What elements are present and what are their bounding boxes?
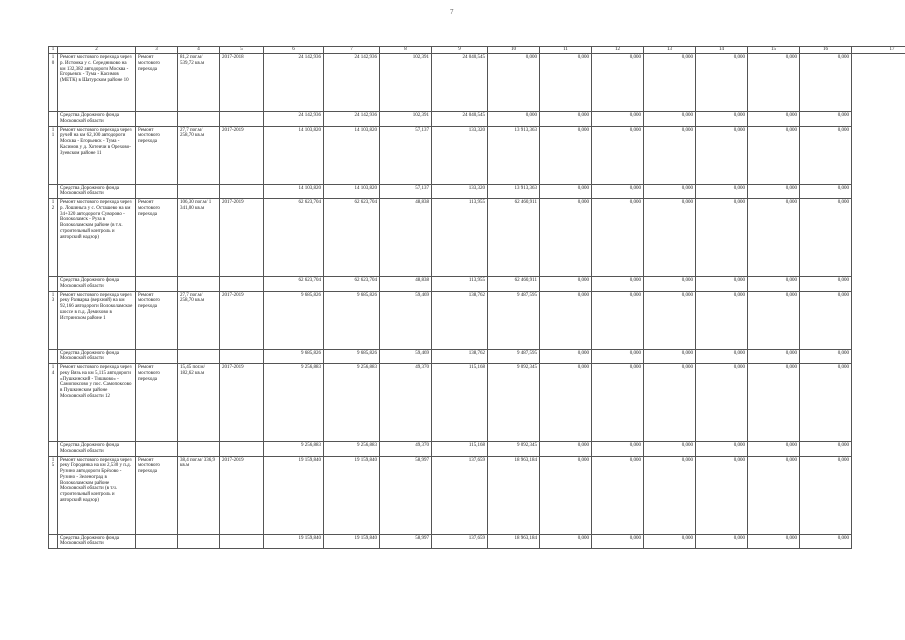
amount-cell: 0,000 [540, 199, 592, 277]
amount-cell: 0,000 [540, 534, 592, 549]
amount-cell: 0,000 [696, 54, 748, 112]
amount-cell: 138,762 [432, 291, 488, 349]
amount-cell: 0,000 [696, 442, 748, 457]
amount-cell: 62 623,704 [324, 277, 380, 292]
amount-cell: 57,137 [380, 184, 432, 199]
capacity: 15,45 пог.м/ 182,62 кв.м [178, 364, 220, 442]
empty-cell [220, 277, 264, 292]
column-number: 16 [800, 47, 852, 54]
column-number: 4 [178, 47, 220, 54]
amount-cell: 13 913,363 [488, 126, 540, 184]
capacity: 27,7 пог.м/ 258,70 кв.м [178, 291, 220, 349]
column-number: 13 [644, 47, 696, 54]
column-number: 7 [324, 47, 380, 54]
amount-cell: 0,000 [748, 349, 800, 364]
amount-cell: 0,000 [748, 126, 800, 184]
amount-cell: 133,320 [432, 126, 488, 184]
table-row [49, 456, 905, 534]
amount-cell: 0,000 [644, 456, 696, 534]
amount-cell: 14 103,820 [264, 184, 324, 199]
amount-cell: 0,000 [696, 126, 748, 184]
column-number: 3 [136, 47, 178, 54]
amount-cell: 62 460,911 [488, 277, 540, 292]
amount-cell: 0,000 [800, 349, 852, 364]
amount-cell: 9 685,826 [264, 349, 324, 364]
work-type: Ремонт мостового перехода [136, 291, 178, 349]
object-name: Ремонт мостового перехода через реку Вязь на км 5,115 автодороги «Пушкинский - Тишково» - Самопоксово у пос. Самопоксово в Пушкинском районе Московской области 12 [58, 364, 136, 442]
empty-cell [136, 534, 178, 549]
amount-cell: 0,000 [748, 534, 800, 549]
page-number: 7 [450, 8, 454, 16]
empty-cell [136, 442, 178, 457]
table-row [49, 199, 905, 277]
fund-label: Средства Дорожного фонда Московской области [58, 534, 136, 549]
amount-cell: 24 142,936 [324, 54, 380, 112]
amount-cell: 0,000 [488, 54, 540, 112]
amount-cell: 49,370 [380, 442, 432, 457]
amount-cell: 9 685,826 [324, 291, 380, 349]
amount-cell: 0,000 [540, 291, 592, 349]
table-row-fund [49, 184, 905, 199]
amount-cell: 0,000 [488, 112, 540, 127]
amount-cell: 0,000 [800, 364, 852, 442]
column-number: 8 [380, 47, 432, 54]
amount-cell: 138,762 [432, 349, 488, 364]
period: 2017-2019 [220, 364, 264, 442]
amount-cell: 0,000 [592, 184, 644, 199]
fund-label: Средства Дорожного фонда Московской области [58, 184, 136, 199]
amount-cell: 24 142,936 [264, 54, 324, 112]
empty-cell [49, 349, 58, 364]
amount-cell: 0,000 [592, 349, 644, 364]
capacity: 38,4 пог.м/ 336,9 кв.м [178, 456, 220, 534]
amount-cell: 58,997 [380, 534, 432, 549]
column-number: 5 [220, 47, 264, 54]
amount-cell: 0,000 [696, 349, 748, 364]
amount-cell: 0,000 [748, 112, 800, 127]
amount-cell: 102,391 [380, 54, 432, 112]
empty-cell [220, 184, 264, 199]
amount-cell: 0,000 [800, 199, 852, 277]
amount-cell: 0,000 [800, 442, 852, 457]
amount-cell: 9 685,826 [324, 349, 380, 364]
amount-cell: 14 103,820 [264, 126, 324, 184]
amount-cell: 115,168 [432, 364, 488, 442]
amount-cell: 0,000 [540, 112, 592, 127]
period: 2017-2019 [220, 291, 264, 349]
amount-cell: 0,000 [644, 112, 696, 127]
amount-cell: 19 159,840 [264, 534, 324, 549]
amount-cell: 0,000 [644, 349, 696, 364]
amount-cell: 0,000 [748, 364, 800, 442]
empty-cell [178, 112, 220, 127]
amount-cell: 0,000 [696, 199, 748, 277]
amount-cell: 0,000 [696, 112, 748, 127]
amount-cell: 0,000 [592, 277, 644, 292]
amount-cell: 9 256,883 [264, 442, 324, 457]
object-name: Ремонт мостового перехода через р. Истомка у с. Середниково на км 132,382 автодороги Москва - Егорьевск - Тума - Касимов (МЕТК) в Шатурском районе 10 [58, 54, 136, 112]
amount-cell: 0,000 [540, 184, 592, 199]
amount-cell: 0,000 [644, 534, 696, 549]
column-number: 9 [432, 47, 488, 54]
empty-cell [178, 349, 220, 364]
amount-cell: 0,000 [748, 54, 800, 112]
amount-cell: 0,000 [592, 199, 644, 277]
amount-cell: 0,000 [800, 126, 852, 184]
amount-cell: 19 159,840 [324, 456, 380, 534]
empty-cell [49, 534, 58, 549]
amount-cell: 0,000 [540, 126, 592, 184]
amount-cell: 0,000 [540, 364, 592, 442]
amount-cell: 0,000 [592, 54, 644, 112]
row-number: 11 [49, 126, 58, 184]
object-name: Ремонт мостового перехода через ручей на км 62,100 автодороги Москва - Егорьевск - Тума - Касимов у д. Хотеичи в Орехово-Зуевском районе 11 [58, 126, 136, 184]
object-name: Ремонт мостового перехода через реку Разварка (верхний) на км 92,166 автодороги Волоколамское шоссе в п.д. Демихово в Истринском районе 1 [58, 291, 136, 349]
column-number: 14 [696, 47, 748, 54]
amount-cell: 113,955 [432, 277, 488, 292]
empty-cell [220, 534, 264, 549]
amount-cell: 59,469 [380, 291, 432, 349]
amount-cell: 0,000 [644, 126, 696, 184]
work-type: Ремонт мостового перехода [136, 54, 178, 112]
column-number: 15 [748, 47, 800, 54]
empty-cell [178, 277, 220, 292]
amount-cell: 0,000 [644, 291, 696, 349]
empty-cell [49, 112, 58, 127]
amount-cell: 0,000 [748, 184, 800, 199]
amount-cell: 0,000 [644, 199, 696, 277]
amount-cell: 9 256,883 [324, 364, 380, 442]
amount-cell: 0,000 [592, 456, 644, 534]
amount-cell: 24 142,936 [264, 112, 324, 127]
empty-cell [136, 184, 178, 199]
amount-cell: 9 092,345 [488, 442, 540, 457]
period: 2017-2019 [220, 199, 264, 277]
amount-cell: 24 040,545 [432, 54, 488, 112]
amount-cell: 62 623,704 [324, 199, 380, 277]
table-row [49, 364, 905, 442]
amount-cell: 62 623,704 [264, 199, 324, 277]
amount-cell: 0,000 [696, 534, 748, 549]
amount-cell: 0,000 [540, 349, 592, 364]
amount-cell: 0,000 [696, 291, 748, 349]
amount-cell: 0,000 [592, 291, 644, 349]
amount-cell: 0,000 [592, 534, 644, 549]
amount-cell: 62 623,704 [264, 277, 324, 292]
amount-cell: 0,000 [800, 534, 852, 549]
amount-cell: 0,000 [748, 442, 800, 457]
period: 2017-2019 [220, 126, 264, 184]
amount-cell: 0,000 [592, 442, 644, 457]
amount-cell: 0,000 [540, 277, 592, 292]
amount-cell: 9 487,595 [488, 349, 540, 364]
amount-cell: 24 040,545 [432, 112, 488, 127]
amount-cell: 49,370 [380, 364, 432, 442]
amount-cell: 57,137 [380, 126, 432, 184]
amount-cell: 137,659 [432, 534, 488, 549]
capacity: 106,30 пог.м/ 1 341,00 кв.м [178, 199, 220, 277]
row-number: 13 [49, 291, 58, 349]
amount-cell: 19 159,840 [324, 534, 380, 549]
amount-cell: 0,000 [696, 456, 748, 534]
amount-cell: 0,000 [644, 277, 696, 292]
empty-cell [220, 349, 264, 364]
amount-cell: 0,000 [696, 184, 748, 199]
empty-cell [49, 442, 58, 457]
row-number: 10 [49, 54, 58, 112]
amount-cell: 19 159,840 [264, 456, 324, 534]
column-number: 10 [488, 47, 540, 54]
amount-cell: 0,000 [800, 184, 852, 199]
amount-cell: 9 685,826 [264, 291, 324, 349]
amount-cell: 48,838 [380, 199, 432, 277]
column-number: 2 [58, 47, 136, 54]
amount-cell: 9 092,345 [488, 364, 540, 442]
table-row-fund [49, 349, 905, 364]
amount-cell: 0,000 [800, 456, 852, 534]
amount-cell: 0,000 [748, 199, 800, 277]
amount-cell: 0,000 [748, 456, 800, 534]
empty-cell [136, 349, 178, 364]
amount-cell: 13 913,363 [488, 184, 540, 199]
column-number: 1 [49, 47, 58, 54]
amount-cell: 0,000 [540, 54, 592, 112]
amount-cell: 48,838 [380, 277, 432, 292]
amount-cell: 62 460,911 [488, 199, 540, 277]
empty-cell [178, 184, 220, 199]
empty-cell [178, 534, 220, 549]
empty-cell [220, 112, 264, 127]
amount-cell: 0,000 [644, 442, 696, 457]
empty-cell [220, 442, 264, 457]
amount-cell: 0,000 [696, 364, 748, 442]
table-row [49, 291, 905, 349]
table-row [49, 126, 905, 184]
fund-label: Средства Дорожного фонда Московской области [58, 112, 136, 127]
amount-cell: 0,000 [592, 112, 644, 127]
table-row [49, 54, 905, 112]
amount-cell: 9 256,883 [324, 442, 380, 457]
amount-cell: 0,000 [748, 277, 800, 292]
budget-table [48, 46, 905, 549]
period: 2017-2019 [220, 456, 264, 534]
period: 2017-2018 [220, 54, 264, 112]
amount-cell: 113,955 [432, 199, 488, 277]
fund-label: Средства Дорожного фонда Московской области [58, 442, 136, 457]
work-type: Ремонт мостового перехода [136, 364, 178, 442]
object-name: Ремонт мостового перехода через р. Лошиньга у с. Осташево на км 34+320 автодороги Суворово - Волоколамск - Руза в Волоколамском районе (в т.ч. строительный контроль и авторский надзор) [58, 199, 136, 277]
amount-cell: 102,391 [380, 112, 432, 127]
amount-cell: 0,000 [644, 184, 696, 199]
empty-cell [136, 277, 178, 292]
object-name: Ремонт мостового перехода через реку Городянка на км 2,530 у п.д. Рузино автодороги Брёхово - Рузино - Зеленоград в Волоколамском районе Московской области (в т.ч. строительный контроль и авторский надзор) [58, 456, 136, 534]
amount-cell: 0,000 [644, 364, 696, 442]
amount-cell: 0,000 [644, 54, 696, 112]
row-number: 14 [49, 364, 58, 442]
amount-cell: 58,997 [380, 456, 432, 534]
table-row-fund [49, 442, 905, 457]
amount-cell: 0,000 [800, 54, 852, 112]
amount-cell: 0,000 [592, 126, 644, 184]
amount-cell: 115,168 [432, 442, 488, 457]
column-number: 12 [592, 47, 644, 54]
fund-label: Средства Дорожного фонда Московской области [58, 277, 136, 292]
table-row-fund [49, 534, 905, 549]
amount-cell: 0,000 [540, 442, 592, 457]
row-number: 12 [49, 199, 58, 277]
amount-cell: 18 963,184 [488, 456, 540, 534]
work-type: Ремонт мостового перехода [136, 456, 178, 534]
empty-cell [136, 112, 178, 127]
empty-cell [178, 442, 220, 457]
table-row-fund [49, 277, 905, 292]
capacity: 81,2 пог.м/ 539,72 кв.м [178, 54, 220, 112]
row-number: 15 [49, 456, 58, 534]
amount-cell: 0,000 [748, 291, 800, 349]
column-numbers-row [49, 47, 905, 54]
amount-cell: 14 103,820 [324, 126, 380, 184]
amount-cell: 133,320 [432, 184, 488, 199]
capacity: 27,7 пог.м/ 258,70 кв.м [178, 126, 220, 184]
column-number: 11 [540, 47, 592, 54]
amount-cell: 0,000 [696, 277, 748, 292]
amount-cell: 18 963,184 [488, 534, 540, 549]
amount-cell: 9 256,883 [264, 364, 324, 442]
amount-cell: 137,659 [432, 456, 488, 534]
work-type: Ремонт мостового перехода [136, 126, 178, 184]
amount-cell: 14 103,820 [324, 184, 380, 199]
amount-cell: 59,469 [380, 349, 432, 364]
amount-cell: 0,000 [800, 291, 852, 349]
amount-cell: 0,000 [540, 456, 592, 534]
amount-cell: 0,000 [800, 277, 852, 292]
amount-cell: 0,000 [800, 112, 852, 127]
empty-cell [49, 277, 58, 292]
column-number: 17 [852, 47, 905, 54]
table-row-fund [49, 112, 905, 127]
column-number: 6 [264, 47, 324, 54]
amount-cell: 9 487,595 [488, 291, 540, 349]
work-type: Ремонт мостового перехода [136, 199, 178, 277]
empty-cell [49, 184, 58, 199]
amount-cell: 24 142,936 [324, 112, 380, 127]
amount-cell: 0,000 [592, 364, 644, 442]
fund-label: Средства Дорожного фонда Московской области [58, 349, 136, 364]
